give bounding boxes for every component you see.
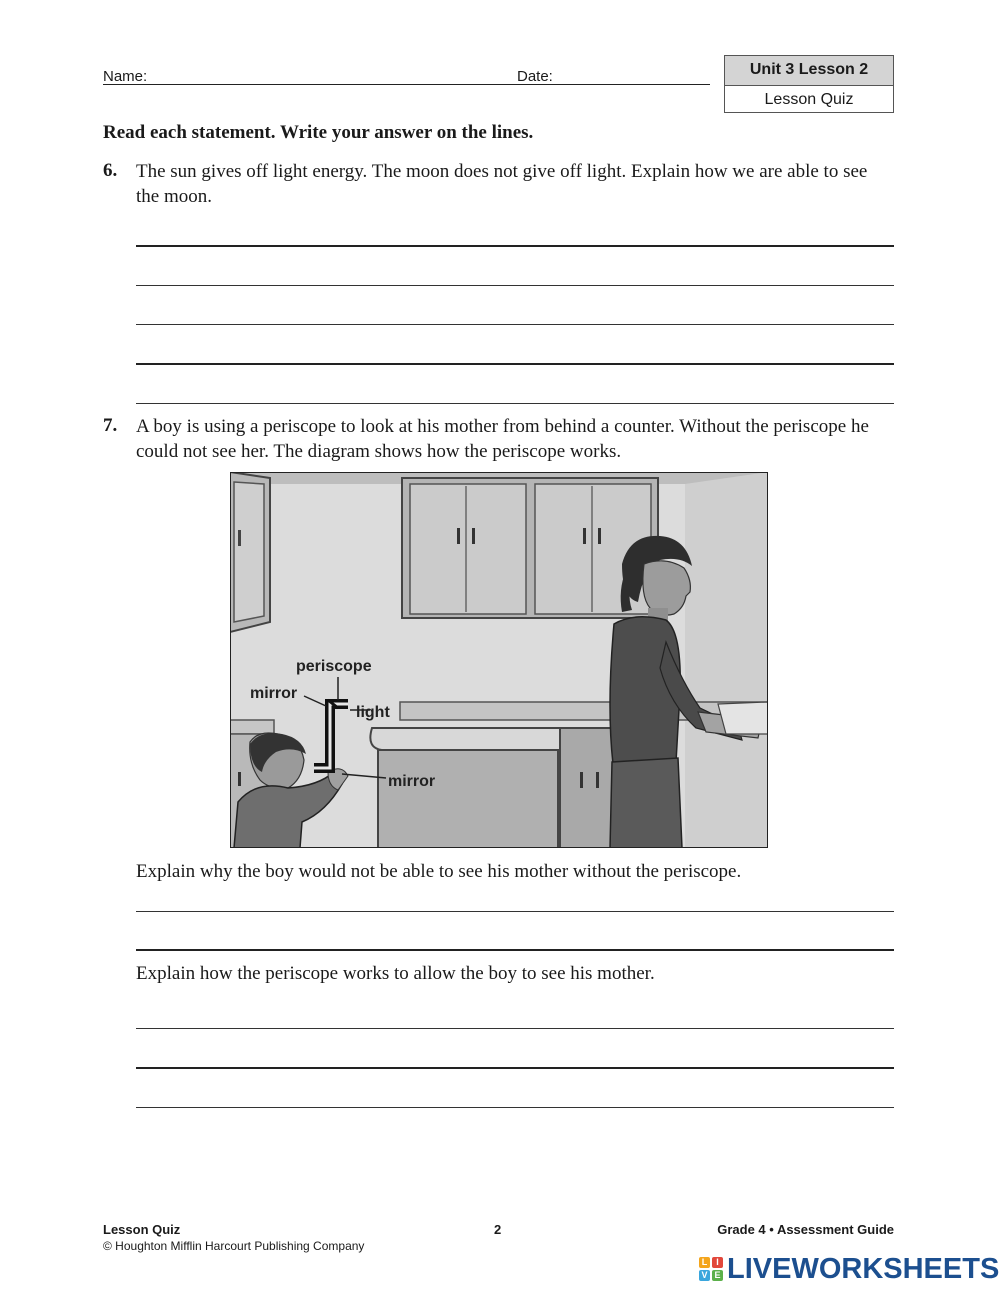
q7a-answer-line-2[interactable]: [136, 949, 894, 951]
q6-answer-line-3[interactable]: [136, 324, 894, 325]
label-mirror-bottom: mirror: [388, 773, 436, 790]
name-label: Name:: [103, 68, 148, 85]
label-mirror-top: mirror: [250, 685, 298, 702]
date-label: Date:: [517, 68, 553, 85]
unit-title: Unit 3 Lesson 2: [725, 56, 893, 86]
q6-answer-line-5[interactable]: [136, 403, 894, 404]
q7b-answer-line-1[interactable]: [136, 1028, 894, 1029]
question-6-text: The sun gives off light energy. The moon does not give off light. Explain how we are able to see the moon.: [136, 161, 868, 207]
label-light: light: [356, 704, 390, 721]
q6-answer-line-2[interactable]: [136, 285, 894, 286]
question-7-prompt-b: Explain how the periscope works to allow the boy to see his mother.: [136, 963, 655, 984]
q6-answer-line-4[interactable]: [136, 363, 894, 365]
q7a-answer-line-1[interactable]: [136, 911, 894, 912]
question-6-number: 6.: [103, 160, 118, 181]
question-7-number: 7.: [103, 415, 118, 436]
upper-cabinets: [402, 478, 658, 618]
q7b-answer-line-3[interactable]: [136, 1107, 894, 1108]
liveworksheets-logo[interactable]: [699, 1252, 999, 1286]
periscope-diagram: [230, 472, 768, 848]
q7b-answer-line-2[interactable]: [136, 1067, 894, 1069]
unit-badge: [724, 55, 894, 113]
q6-answer-line-1[interactable]: [136, 245, 894, 247]
name-date-rule: [103, 84, 710, 85]
footer-page-number: 2: [494, 1222, 502, 1237]
label-periscope: periscope: [296, 658, 372, 675]
left-wall-cabinet: [230, 472, 270, 632]
footer-left-title: Lesson Quiz: [103, 1222, 181, 1237]
liveworksheets-blocks-icon: L I V E: [699, 1257, 723, 1281]
question-7-text: A boy is using a periscope to look at his mother from behind a counter. Without the periscope he could not see her. The diagram shows how the periscope works.: [136, 416, 869, 462]
footer-copyright: © Houghton Mifflin Harcourt Publishing Company: [103, 1239, 365, 1253]
instructions: Read each statement. Write your answer on the lines.: [103, 122, 534, 143]
footer-right-title: Grade 4 • Assessment Guide: [717, 1222, 894, 1237]
liveworksheets-wordmark: LIVEWORKSHEETS: [727, 1252, 1000, 1285]
unit-subtitle: Lesson Quiz: [764, 91, 854, 108]
question-7-prompt-a: Explain why the boy would not be able to see his mother without the periscope.: [136, 861, 742, 882]
